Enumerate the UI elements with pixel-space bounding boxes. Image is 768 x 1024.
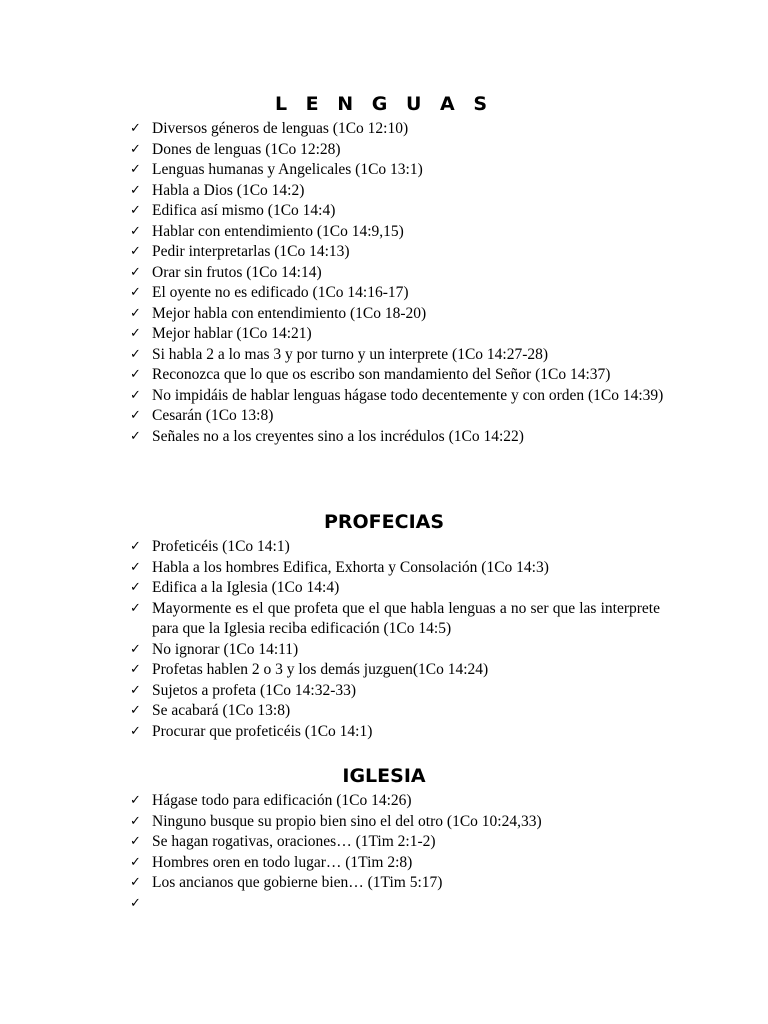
checkmark-icon: ✓ bbox=[130, 162, 141, 177]
checkmark-icon: ✓ bbox=[130, 559, 141, 575]
checkmark-icon: ✓ bbox=[130, 580, 141, 595]
checkmark-icon: ✓ bbox=[130, 408, 141, 423]
checkmark-icon: ✓ bbox=[130, 121, 141, 136]
checkmark-icon: ✓ bbox=[130, 244, 141, 259]
list-item-text: Los ancianos que gobierne bien… (1Tim 5:17) bbox=[152, 874, 443, 891]
list-item-text: Habla a Dios (1Co 14:2) bbox=[152, 181, 305, 199]
list-item-text: Mayormente es el que profeta que el que habla lenguas a no ser que las interprete para que la Iglesia reciba edificación (1Co 14:5) bbox=[152, 599, 660, 637]
checkmark-icon: ✓ bbox=[130, 793, 141, 808]
checkmark-icon: ✓ bbox=[130, 600, 141, 616]
list-item-text: Se hagan rogativas, oraciones… (1Tim 2:1-2) bbox=[152, 833, 436, 850]
checkmark-icon: ✓ bbox=[130, 539, 141, 554]
list-item-text: El oyente no es edificado (1Co 14:16-17) bbox=[152, 284, 409, 301]
list-item-text: Sujetos a profeta (1Co 14:32-33) bbox=[152, 681, 357, 699]
list-item-text: Hombres oren en todo lugar… (1Tim 2:8) bbox=[152, 853, 413, 871]
list-item-text: Dones de lenguas (1Co 12:28) bbox=[152, 140, 341, 158]
checkmark-icon: ✓ bbox=[130, 223, 141, 239]
list-item-text: Edifica a la Iglesia (1Co 14:4) bbox=[152, 579, 340, 596]
list-item-text: Reconozca que lo que os escribo son mandamiento del Señor (1Co 14:37) bbox=[152, 366, 611, 383]
checkmark-icon: ✓ bbox=[130, 203, 141, 218]
checkmark-icon: ✓ bbox=[130, 834, 141, 849]
list-item-text: Orar sin frutos (1Co 14:14) bbox=[152, 263, 322, 281]
list-item-text: Hágase todo para edificación (1Co 14:26) bbox=[152, 792, 412, 809]
checkmark-icon: ✓ bbox=[130, 813, 141, 829]
list-item-text: Si habla 2 a lo mas 3 y por turno y un interprete (1Co 14:27-28) bbox=[152, 345, 549, 363]
section-title-lenguas: L E N G U A S bbox=[274, 93, 494, 115]
list-item-text: Profetas hablen 2 o 3 y los demás juzguen(1Co 14:24) bbox=[152, 661, 489, 678]
list-item-text: Diversos géneros de lenguas (1Co 12:10) bbox=[152, 120, 409, 137]
checkmark-icon: ✓ bbox=[130, 346, 141, 362]
list-item-text: Lenguas humanas y Angelicales (1Co 13:1) bbox=[152, 161, 423, 178]
list-item-text: Pedir interpretarlas (1Co 14:13) bbox=[152, 243, 350, 260]
list-item-text: Ninguno busque su propio bien sino el del otro (1Co 10:24,33) bbox=[152, 812, 542, 830]
list-item-text: No ignorar (1Co 14:11) bbox=[152, 640, 299, 658]
section-title-profecias: PROFECIAS bbox=[323, 511, 445, 533]
list-item-text: Señales no a los creyentes sino a los incrédulos (1Co 14:22) bbox=[152, 427, 524, 445]
list-item-text: No impidáis de hablar lenguas hágase todo decentemente y con orden (1Co 14:39) bbox=[152, 386, 664, 404]
list-item-text: Profeticéis (1Co 14:1) bbox=[152, 538, 290, 555]
checkmark-icon: ✓ bbox=[130, 723, 141, 739]
checkmark-icon: ✓ bbox=[130, 703, 141, 718]
checkmark-icon: ✓ bbox=[130, 854, 141, 870]
list-item-text: Procurar que profeticéis (1Co 14:1) bbox=[152, 722, 373, 740]
checkmark-icon: ✓ bbox=[130, 264, 141, 280]
checkmark-icon: ✓ bbox=[130, 895, 141, 911]
list-item-text: Mejor habla con entendimiento (1Co 18-20) bbox=[152, 304, 427, 322]
checkmark-icon: ✓ bbox=[130, 367, 141, 382]
list-item-text: Habla a los hombres Edifica, Exhorta y Consolación (1Co 14:3) bbox=[152, 558, 549, 576]
checkmark-icon: ✓ bbox=[130, 682, 141, 698]
checkmark-icon: ✓ bbox=[130, 141, 141, 157]
section-title-iglesia: IGLESIA bbox=[342, 765, 426, 787]
list-item-text: Hablar con entendimiento (1Co 14:9,15) bbox=[152, 222, 404, 240]
checkmark-icon: ✓ bbox=[130, 428, 141, 444]
checkmark-icon: ✓ bbox=[130, 305, 141, 321]
checkmark-icon: ✓ bbox=[130, 326, 141, 341]
checkmark-icon: ✓ bbox=[130, 641, 141, 657]
checkmark-icon: ✓ bbox=[130, 285, 141, 300]
list-item-text: Cesarán (1Co 13:8) bbox=[152, 407, 274, 424]
checkmark-icon: ✓ bbox=[130, 182, 141, 198]
checkmark-icon: ✓ bbox=[130, 662, 141, 677]
checkmark-icon: ✓ bbox=[130, 387, 141, 403]
list-item-text: Mejor hablar (1Co 14:21) bbox=[152, 325, 312, 342]
checkmark-icon: ✓ bbox=[130, 875, 141, 890]
list-item-text: Edifica así mismo (1Co 14:4) bbox=[152, 202, 336, 219]
list-item-text: Se acabará (1Co 13:8) bbox=[152, 702, 291, 719]
